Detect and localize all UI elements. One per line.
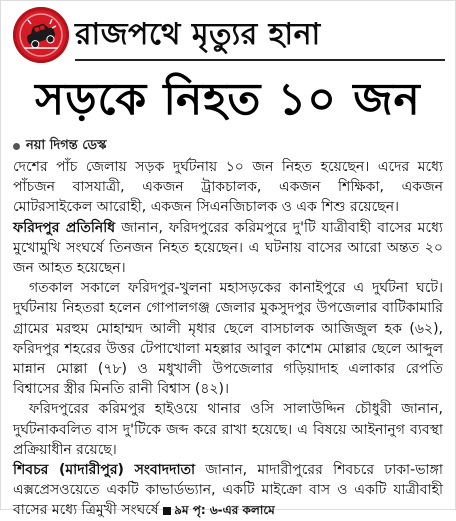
kicker-divider	[75, 59, 445, 61]
paragraph-text: জানান, মাদারীপুরের শিবচরে ঢাকা-ভাঙ্গা এক্সপ্রেসওয়েতে একটি কাভার্ডভ্যান, একটি মাইক্রো বাস ও একটি যাত্রীবাহী বাসের মধ্যে ত্রিমুখী সংঘর্ষে	[13, 462, 443, 519]
continuation-marker	[163, 500, 275, 520]
section-kicker	[13, 7, 445, 63]
headline: সড়কে নিহত ১০ জন	[35, 73, 421, 125]
paragraph-text: গতকাল সকালে ফরিদপুর-খুলনা মহাসড়কের কানাইপুরে এ দুর্ঘটনা ঘটে। দুর্ঘটনায় নিহতরা হলেন গোপালগঞ্জ জেলার মুকসুদপুর উপজেলার বাটিকামারি গ্রামের মরহুম মোহাম্মদ আলী মৃধার ছেলে বাসচালক আজিজুল হক (৬২), ফরিদপুর শহরের উত্তর টেপাখোলা মহল্লার আবুল কাশেম মোল্লার ছেলে আব্দুল মান্নান মোল্লা (৭৮) ও মধুখালী উপজেলার গড়িয়াদাহ এলাকার রেপতি বিশ্বাসের স্ত্রীর মিনতি রানী বিশ্বাস (৪২)।	[13, 280, 443, 398]
paragraph	[13, 399, 443, 460]
byline	[13, 137, 106, 155]
kicker-title: রাজপথে মৃত্যুর হানা	[75, 16, 321, 52]
dateline: ফরিদপুর প্রতিনিধি	[13, 219, 116, 236]
byline-text: নয়া দিগন্ত ডেস্ক	[26, 137, 107, 153]
paragraph	[13, 460, 443, 521]
paragraph	[13, 218, 443, 279]
continuation-text: ৯ম পৃ: ৬-এর কলামে	[174, 503, 275, 518]
article-body	[13, 157, 443, 519]
paragraph-text: দেশের পাঁচ জেলায় সড়ক দুর্ঘটনায় ১০ জন নিহত হয়েছেন। এদের মধ্যে পাঁচজন বাসযাত্রী, একজন ট্রাকচালক, একজন শিক্ষিকা, একজন মোটরসাইকেল আরোহী, একজন সিএনজিচালক ও এক শিশু রয়েছেন।	[13, 159, 443, 216]
bullet-icon	[13, 143, 20, 150]
square-bullet-icon	[163, 507, 171, 515]
paragraph-text: ফরিদপুরের করিমপুর হাইওয়ে থানার ওসি সালাউদ্দিন চৌধুরী জানান, দুর্ঘটনাকবলিত বাস দু'টিকে জব্দ করে রাখা হয়েছে। এ বিষয়ে আইনানুগ ব্যবস্থা প্রক্রিয়াধীন রয়েছে।	[13, 401, 443, 458]
paragraph	[13, 157, 443, 218]
dateline: শিবচর (মাদারীপুর) সংবাদদাতা	[13, 462, 196, 479]
paragraph	[13, 278, 443, 399]
crashed-vehicle-icon	[13, 7, 69, 63]
paragraph-text: জানান, ফরিদপুরের করিমপুরে দু'টি যাত্রীবাহী বাসের মধ্যে মুখোমুখি সংঘর্ষে তিনজন নিহত হয়েছেন। এ ঘটনায় বাসের আরো অন্তত ২০ জন আহত হয়েছেন।	[13, 219, 443, 277]
